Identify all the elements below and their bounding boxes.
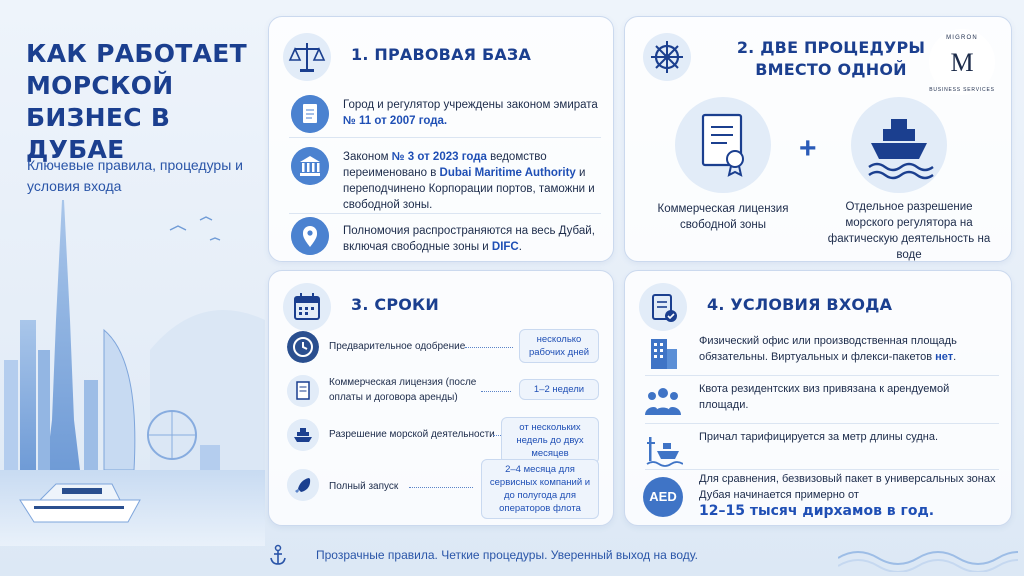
svg-text:MIGRON: MIGRON <box>946 35 978 41</box>
svg-text:BUSINESS SERVICES: BUSINESS SERVICES <box>929 87 995 93</box>
timeline-row <box>281 371 607 411</box>
item-text: Законом № 3 от 2023 года ведомство переименовано в Dubai Maritime Authority и переподчинено Корпорации портов, таможни и свободной зоны. <box>343 151 595 211</box>
item-text: Полномочия распространяются на весь Дубай, включая свободные зоны и DIFC. <box>343 225 595 253</box>
aed-icon: AED <box>643 477 683 517</box>
timeline-row <box>281 459 607 517</box>
permit-circle <box>851 97 947 193</box>
card-header <box>639 283 979 331</box>
dock-ship-icon <box>643 429 683 469</box>
left-panel <box>0 0 265 576</box>
license-label: Коммерческая лицензия свободной зоны <box>657 203 789 231</box>
dotted-connector <box>409 487 473 488</box>
footer-tagline: Прозрачные правила. Четкие процедуры. Уверенный выход на воду. <box>316 548 698 562</box>
timeline-label: Полный запуск <box>329 481 399 492</box>
license-doc-icon <box>287 375 319 407</box>
condition-text: Для сравнения, безвизовый пакет в универсальных зонах Дубая начинается примерно от 12–15 тысяч дирхамов в год. <box>699 473 996 519</box>
timeline-label: Предварительное одобрение <box>329 341 466 352</box>
office-building-icon <box>643 333 683 373</box>
ship-icon <box>851 97 947 193</box>
scales-icon <box>283 33 331 81</box>
timeline-row <box>281 327 607 367</box>
timeline-row <box>281 415 607 459</box>
duration-badge: 2–4 месяца для сервисных компаний и до полугода для операторов флота <box>481 459 599 519</box>
item-text: Город и регулятор учреждены законом эмирата № 11 от 2007 года. <box>343 99 598 127</box>
dotted-connector <box>481 391 511 392</box>
card-header <box>283 283 623 331</box>
document-icon <box>291 95 329 133</box>
calendar-icon <box>283 283 331 331</box>
divider <box>289 137 601 138</box>
card-header <box>283 33 623 81</box>
card-title: 1. ПРАВОВАЯ БАЗА <box>351 45 532 64</box>
price-highlight: 12–15 тысяч дирхамов в год. <box>699 503 935 519</box>
ship-wheel-icon <box>643 33 691 81</box>
condition-text: Причал тарифицируется за метр длины судна. <box>699 431 939 443</box>
two-procedures-card <box>624 16 1012 262</box>
timeline-card <box>268 270 614 526</box>
svg-text:M: M <box>950 48 974 77</box>
card-title: 4. УСЛОВИЯ ВХОДА <box>707 295 893 314</box>
dotted-connector <box>465 347 513 348</box>
main-title: КАК РАБОТАЕТ МОРСКОЙ БИЗНЕС В ДУБАЕ <box>26 39 248 164</box>
divider <box>645 423 999 424</box>
waves-decoration <box>838 538 1018 572</box>
condition-text: Квота резидентских виз привязана к арендуемой площади. <box>699 383 950 411</box>
plus-sign: + <box>799 132 817 165</box>
dubai-skyline-illustration <box>0 200 265 546</box>
card-title: 3. СРОКИ <box>351 295 439 314</box>
duration-badge: от нескольких недель до двух месяцев <box>501 417 599 464</box>
duration-badge: 1–2 недели <box>519 379 599 400</box>
timeline-label: Разрешение морской деятельности <box>329 429 495 440</box>
divider <box>289 213 601 214</box>
clock-icon <box>287 331 319 363</box>
timeline-label: Коммерческая лицензия (после оплаты и договора аренды) <box>329 377 477 403</box>
government-building-icon <box>291 147 329 185</box>
card-title: 2. ДВЕ ПРОЦЕДУРЫ ВМЕСТО ОДНОЙ <box>736 38 926 79</box>
entry-conditions-card <box>624 270 1012 526</box>
certificate-icon <box>675 97 771 193</box>
checklist-icon <box>639 283 687 331</box>
location-pin-icon <box>291 217 329 255</box>
people-icon <box>643 381 683 421</box>
subtitle: Ключевые правила, процедуры и условия входа <box>27 157 243 194</box>
permit-label: Отдельное разрешение морского регулятора на фактическую деятельность на воде <box>827 201 991 261</box>
anchor-icon <box>268 544 288 566</box>
license-circle <box>675 97 771 193</box>
divider <box>645 375 999 376</box>
ship-icon <box>287 419 319 451</box>
footer <box>0 534 1024 576</box>
divider <box>645 469 999 470</box>
rocket-icon <box>287 469 319 501</box>
duration-badge: несколько рабочих дней <box>519 329 599 363</box>
migron-logo-icon <box>927 27 997 97</box>
legal-basis-card <box>268 16 614 262</box>
condition-text: Физический офис или производственная площадь обязательны. Виртуальных и флекси-пакетов нет. <box>699 335 957 363</box>
